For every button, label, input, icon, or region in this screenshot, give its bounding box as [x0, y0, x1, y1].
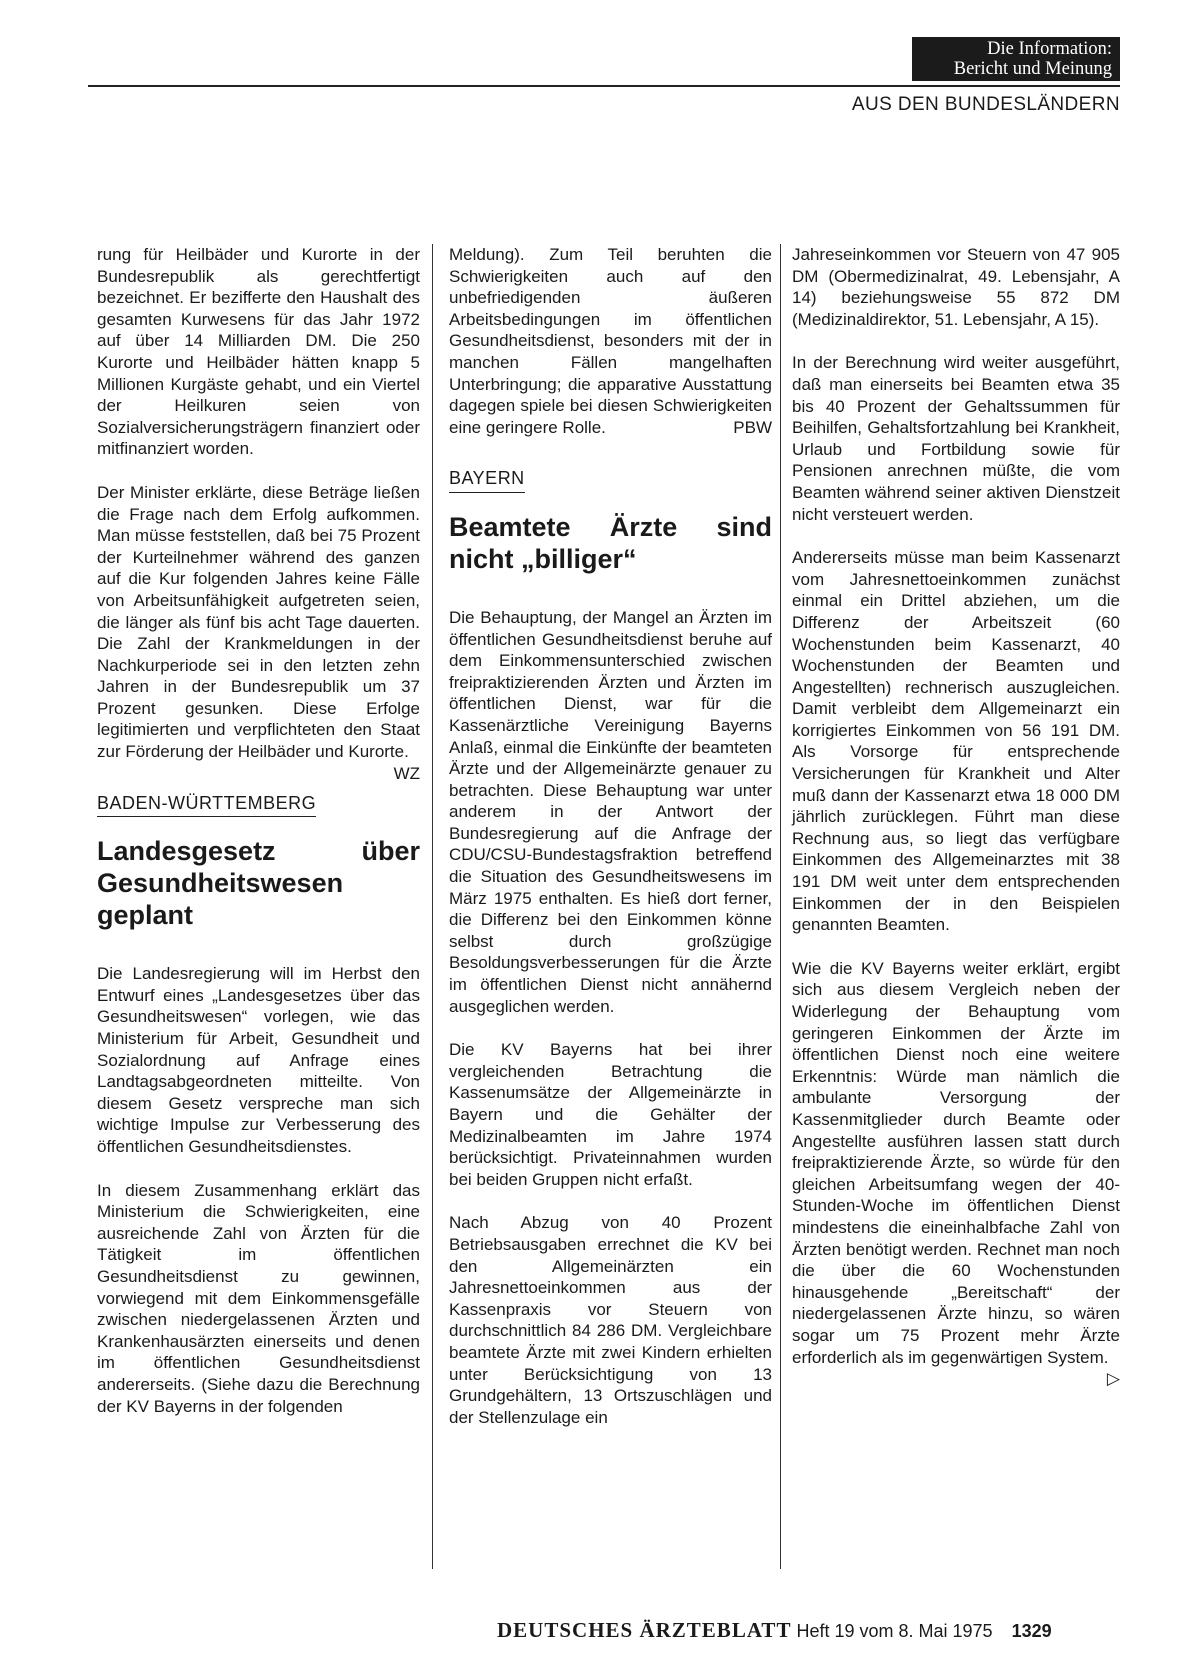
paragraph-text: Der Minister erklärte, diese Beträge ließen die Frage nach dem Erfolg aufkommen. Man müsse feststellen, daß bei 75 Prozent der Kurteilnehmer während des ganzen auf die Kur folgenden Jahres keine Fälle von Arbeitsunfähigkeit aufgetreten seien, die länger als fünf bis acht Tage dauerten. Die Zahl der Krankmeldungen in der Nachkurperiode sei in den letzten zehn Jahren in der Bundesrepublik um 37 Prozent gesunken. Diese Erfolge legitimierten und verpflichteten den Staat zur Förderung der Heilbäder und Kurorte.	[97, 482, 420, 762]
column-divider-2	[780, 244, 781, 1569]
paragraph-text: Meldung). Zum Teil beruhten die Schwierigkeiten auch auf den unbefriedigenden äußeren Arbeitsbedingungen im öffentlichen Gesundheitsdienst, besonders mit der in manchen Fällen mangelhaften Unterbringung; die apparative Ausstattung dagegen spiele bei diesen Schwierigkeiten eine geringere Rolle.	[449, 245, 772, 437]
column-1	[97, 244, 420, 1439]
issue-info: Heft 19 vom 8. Mai 1975	[796, 1621, 993, 1641]
article-headline: Beamtete Ärzte sind nicht „billiger“	[449, 511, 772, 574]
paragraph	[97, 482, 420, 783]
rubric-line-1: Die Information:	[987, 39, 1112, 59]
masthead: DEUTSCHES ÄRZTEBLATT	[497, 1618, 792, 1642]
paragraph-text: Wie die KV Bayerns weiter erklärt, ergibt sich aus diesem Vergleich neben der Widerlegung der Behauptung vom geringeren Einkommen der Ärzte im öffentlichen Dienst noch eine weitere Erkenntnis: Würde man nämlich die ambulante Versorgung der Kassenmitglieder durch Beamte oder Angestellte ausführen lassen statt durch freipraktizierende Ärzte, so würde für den gleichen Arbeitsumfang wegen der 40-Stunden-Woche im öffentlichen Dienst mindestens die eineinhalbfache Zahl von Ärzten benötigt werden. Rechnet man noch die über die 60 Wochenstunden hinausgehende „Bereitschaft“ der niedergelassenen Ärzte hinzu, so wären sogar um 75 Prozent mehr Ärzte erforderlich als im gegenwärtigen System.	[792, 958, 1120, 1367]
rubric-line-2: Bericht und Meinung	[953, 59, 1112, 79]
author-signature: WZ	[393, 763, 420, 783]
region-label: BAYERN	[449, 468, 525, 493]
paragraph: Jahreseinkommen vor Steuern von 47 905 DM (Obermedizinalrat, 49. Lebensjahr, A 14) beziehungsweise 55 872 DM (Medizinaldirektor, 51. Lebensjahr, A 15).	[792, 245, 1120, 329]
paragraph: In der Berechnung wird weiter ausgeführt, daß man einerseits bei Beamten etwa 35 bis 40 Prozent der Gehaltssummen für Beihilfen, Gehaltsfortzahlung bei Krankheit, Urlaub und Fortbildung sowie für Pensionen anrechnen müßte, die vom Beamten während seiner aktiven Dienstzeit nicht versteuert werden.	[792, 353, 1120, 524]
paragraph: Die Behauptung, der Mangel an Ärzten im öffentlichen Gesundheitsdienst beruhe auf dem Einkommensunterschied zwischen freipraktizierenden Ärzten und Ärzten im öffentlichen Dienst, war für die Kassenärztliche Vereinigung Bayerns Anlaß, einmal die Einkünfte der beamteten Ärzte und der Allgemeinärzte genauer zu betrachten. Diese Behauptung war unter anderem in der Antwort der Bundesregierung auf die Anfrage der CDU/CSU-Bundestagsfraktion betreffend die Situation des Gesundheitswesens im März 1975 enthalten. Es hieß dort ferner, die Differenz bei den Einkommen könne selbst durch großzügige Besoldungsverbesserungen für die Ärzte im öffentlichen Dienst nicht annähernd ausgeglichen werden.	[449, 607, 772, 1016]
article-headline: Landesgesetz über Gesundheitswesen geplant	[97, 836, 420, 931]
region-label: BADEN-WÜRTTEMBERG	[97, 793, 316, 818]
paragraph: Die KV Bayerns hat bei ihrer vergleichenden Betrachtung die Kassenumsätze der Allgemeinärzte in Bayern und die Gehälter der Medizinalbeamten im Jahre 1974 berücksichtigt. Privateinnahmen wurden bei beiden Gruppen nicht erfaßt.	[449, 1040, 772, 1189]
section-heading: AUS DEN BUNDESLÄNDERN	[851, 94, 1120, 115]
paragraph	[449, 244, 772, 438]
column-divider-1	[432, 244, 433, 1569]
continue-arrow-icon: ▷	[1106, 1369, 1120, 1389]
paragraph: rung für Heilbäder und Kurorte in der Bundesrepublik als gerechtfertigt bezeichnet. Er bezifferte den Haushalt des gesamten Kurwesens für das Jahr 1972 auf über 14 Milliarden DM. Die 250 Kurorte und Heilbäder hätten knapp 5 Millionen Kurgäste gehabt, und ein Viertel der Heilkuren seien von Sozialversicherungsträgern finanziert oder mitfinanziert worden.	[97, 245, 420, 459]
paragraph	[792, 958, 1120, 1389]
rubric-badge	[912, 37, 1120, 81]
page-number: 1329	[1011, 1621, 1052, 1641]
page-footer	[497, 1618, 1052, 1643]
author-signature: PBW	[733, 417, 772, 437]
header-rule	[88, 85, 1120, 87]
paragraph: Die Landesregierung will im Herbst den Entwurf eines „Landesgesetzes über das Gesundheitswesen“ vorlegen, wie das Ministerium für Arbeit, Gesundheit und Sozialordnung auf Anfrage eines Landtagsabgeordneten mitteilte. Von diesem Gesetz verspreche man sich wichtige Impulse zur Verbesserung des öffentlichen Gesundheitsdienstes.	[97, 964, 420, 1156]
paragraph: Nach Abzug von 40 Prozent Betriebsausgaben errechnet die KV bei den Allgemeinärzten ein Jahresnettoeinkommen aus der Kassenpraxis vor Steuern von durchschnittlich 84 286 DM. Vergleichbare beamtete Ärzte mit zwei Kindern erhielten unter Berücksichtigung von 13 Grundgehältern, 13 Ortszuschlägen und der Stellenzulage ein	[449, 1213, 772, 1427]
paragraph: In diesem Zusammenhang erklärt das Ministerium die Schwierigkeiten, eine ausreichende Zahl von Ärzten für die Tätigkeit im öffentlichen Gesundheitsdienst zu gewinnen, vorwiegend mit dem Einkommensgefälle zwischen niedergelassenen Ärzten und Krankenhausärzten einerseits und denen im öffentlichen Gesundheitsdienst andererseits. (Siehe dazu die Berechnung der KV Bayerns in der folgenden	[97, 1180, 420, 1416]
column-3	[792, 244, 1120, 1390]
paragraph: Andererseits müsse man beim Kassenarzt vom Jahresnettoeinkommen zunächst einmal ein Drittel abziehen, um die Differenz der Arbeitszeit (60 Wochenstunden beim Kassenarzt, 40 Wochenstunden der Beamten und Angestellten) rechnerisch auszugleichen. Damit verbleibt dem Allgemeinarzt ein korrigiertes Einkommen von 56 191 DM. Als Vorsorge für entsprechende Versicherungen für Krankheit und Alter muß dann der Kassenarzt etwa 18 000 DM jährlich zurücklegen. Führt man diese Rechnung aus, so liegt das verfügbare Einkommen des Allgemeinarztes mit 38 191 DM weit unter dem entsprechenden Einkommen der in den Beispielen genannten Beamten.	[792, 548, 1120, 935]
column-2	[449, 244, 772, 1450]
